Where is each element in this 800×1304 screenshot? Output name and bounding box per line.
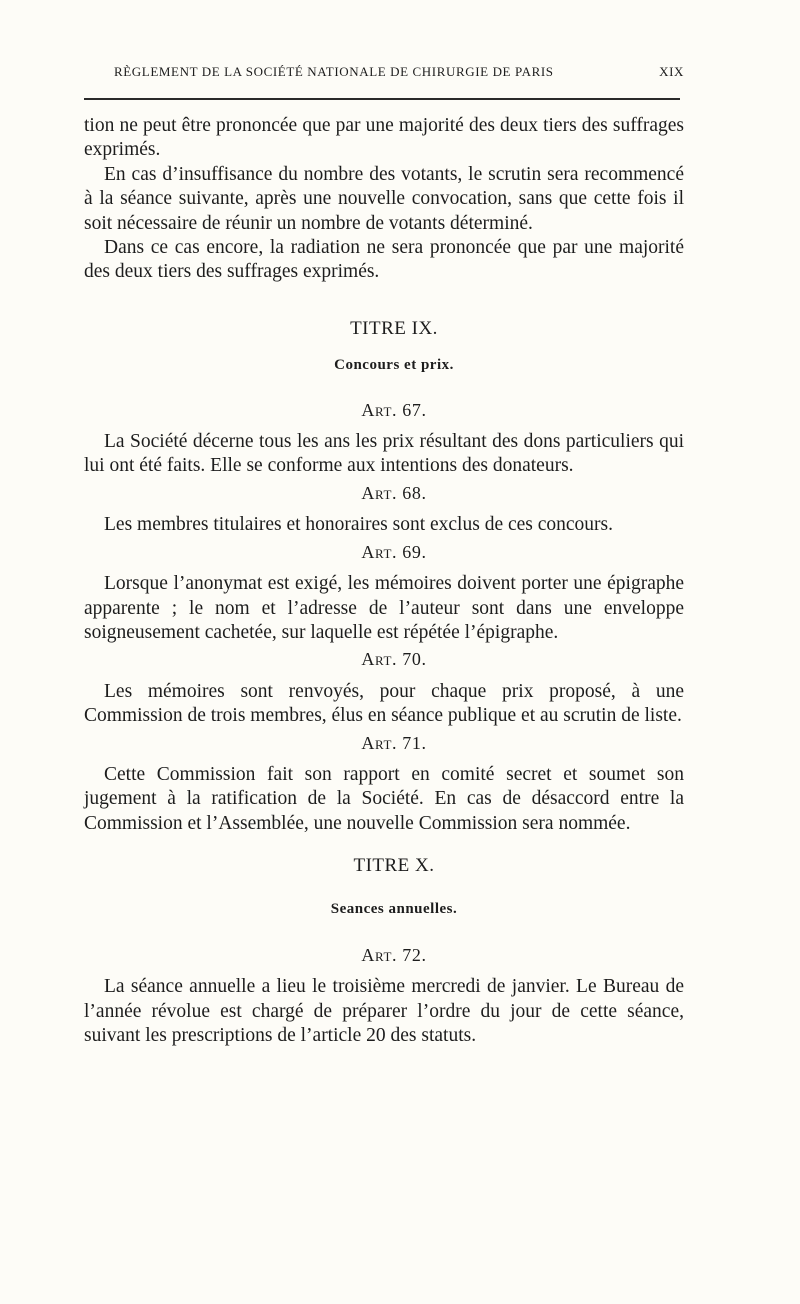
- article-72-text: La séance annuelle a lieu le troisième mercredi de janvier. Le Bureau de l’année révolue est chargé de préparer l’ordre du jour de cette séance, suivant les prescriptions de l’article 20 des statuts.: [84, 976, 684, 1047]
- running-head: [114, 64, 684, 80]
- article-71-text: Cette Commission fait son rapport en comité secret et soumet son jugement à la ratification de la Société. En cas de désaccord entre la Commission et l’Assemblée, une nouvelle Commission sera nommée.: [84, 763, 684, 834]
- paragraph-continued: tion ne peut être prononcée que par une majorité des deux tiers des suffrages exprimés.: [84, 115, 684, 161]
- paragraph: Dans ce cas encore, la radiation ne sera prononcée que par une majorité des deux tiers des suffrages exprimés.: [84, 237, 684, 283]
- body-text: [84, 114, 684, 1049]
- article-69-text: Lorsque l’anonymat est exigé, les mémoires doivent porter une épigraphe apparente ; le nom et l’adresse de l’auteur sont dans une enveloppe soigneusement cachetée, sur laquelle est répétée l’épigraphe.: [84, 573, 684, 643]
- running-title: RÈGLEMENT DE LA SOCIÉTÉ NATIONALE DE CHIRURGIE DE PARIS: [114, 64, 554, 79]
- header-rule: [84, 98, 680, 100]
- title-x-heading: TITRE X.: [353, 855, 435, 877]
- title-ix-subtitle: Concours et prix.: [334, 357, 454, 374]
- article-72-heading: Art. 72.: [361, 944, 427, 965]
- article-71-heading: Art. 71.: [361, 732, 427, 753]
- article-68-text: Les membres titulaires et honoraires sont exclus de ces concours.: [104, 514, 614, 536]
- article-69-heading: Art. 69.: [361, 541, 427, 562]
- article-70-text: Les mémoires sont renvoyés, pour chaque prix proposé, à une Commission de trois membres, élus en séance publique et au scrutin de liste.: [84, 680, 684, 727]
- title-x-subtitle: Seances annuelles.: [330, 900, 458, 917]
- article-67-heading: Art. 67.: [361, 399, 427, 420]
- article-67-text: La Société décerne tous les ans les prix résultant des dons particuliers qui lui ont été faits. Elle se conforme aux intentions des donateurs.: [84, 431, 684, 477]
- page-number: XIX: [659, 64, 684, 79]
- article-68-heading: Art. 68.: [361, 482, 427, 503]
- paragraph: En cas d’insuffisance du nombre des votants, le scrutin sera recommencé à la séance suivante, après une nouvelle convocation, sans que cette fois il soit nécessaire de réunir un nombre de votants déterminé.: [84, 163, 684, 234]
- article-70-heading: Art. 70.: [361, 649, 427, 670]
- title-ix-heading: TITRE IX.: [350, 317, 438, 339]
